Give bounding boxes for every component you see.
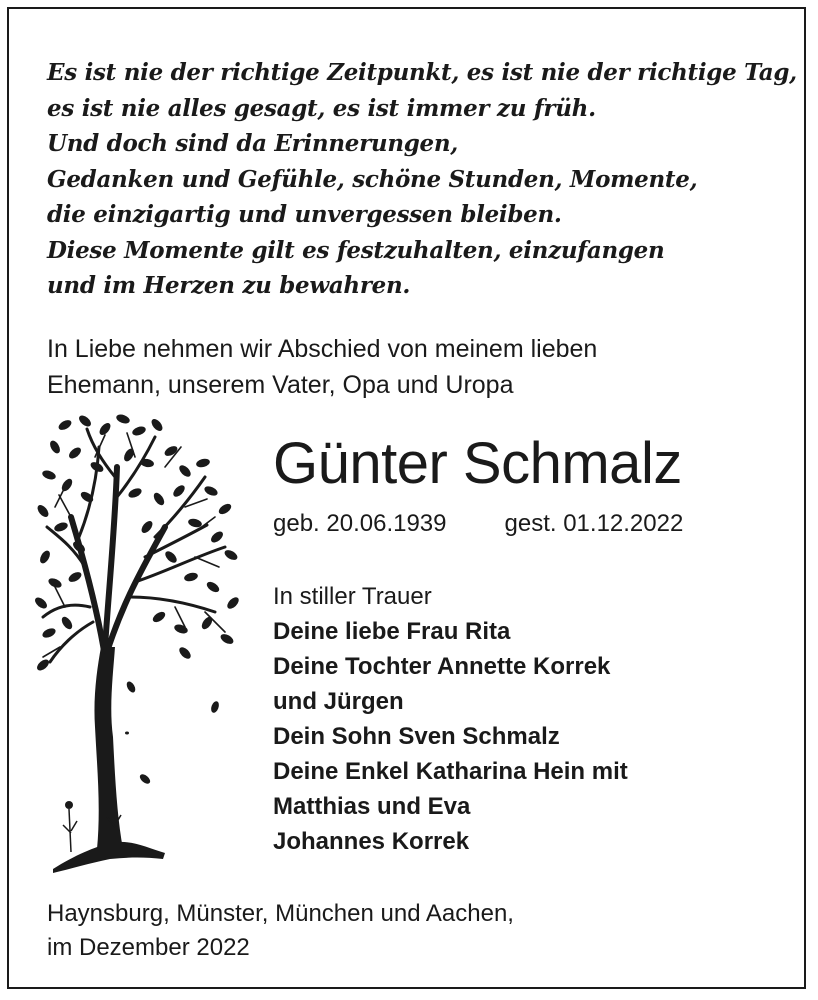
- life-dates: [273, 506, 683, 542]
- poem-line: Gedanken und Gefühle, schöne Stunden, Momente,: [47, 165, 698, 193]
- poem-line: Es ist nie der richtige Zeitpunkt, es ist nie der richtige Tag,: [47, 59, 797, 86]
- poem-line: die einzigartig und unvergessen bleiben.: [47, 201, 562, 228]
- place-and-date: [47, 897, 514, 965]
- mourner-line: Deine liebe Frau Rita: [273, 618, 511, 645]
- intro-line: Ehemann, unserem Vater, Opa und Uropa: [47, 371, 514, 399]
- farewell-intro: [47, 331, 597, 403]
- deceased-name: Günter Schmalz: [273, 431, 682, 496]
- obituary-card: [7, 7, 806, 989]
- tree-icon: [35, 407, 245, 877]
- poem-line: und im Herzen zu bewahren.: [47, 272, 411, 299]
- poem-line: Und doch sind da Erinnerungen,: [47, 130, 458, 157]
- place-line: Haynsburg, Münster, München und Aachen,: [47, 900, 514, 927]
- intro-line: In Liebe nehmen wir Abschied von meinem lieben: [47, 335, 598, 363]
- mourner-line: Johannes Korrek: [273, 828, 470, 855]
- death-date: gest. 01.12.2022: [504, 510, 684, 537]
- birth-date: geb. 20.06.1939: [273, 510, 447, 537]
- poem-line: es ist nie alles gesagt, es ist immer zu früh.: [47, 94, 596, 122]
- mourning-label: In stiller Trauer: [273, 583, 432, 610]
- poem-line: Diese Momente gilt es festzuhalten, einzufangen: [47, 236, 665, 264]
- mourner-line: Dein Sohn Sven Schmalz: [273, 723, 560, 750]
- mourner-line: Deine Tochter Annette Korrek: [273, 653, 611, 680]
- mourner-line: und Jürgen: [273, 688, 404, 715]
- mourner-line: Deine Enkel Katharina Hein mit: [273, 758, 628, 785]
- poem: [47, 55, 797, 304]
- place-line: im Dezember 2022: [47, 934, 250, 961]
- mourners-list: [273, 579, 628, 859]
- mourner-line: Matthias und Eva: [273, 793, 471, 820]
